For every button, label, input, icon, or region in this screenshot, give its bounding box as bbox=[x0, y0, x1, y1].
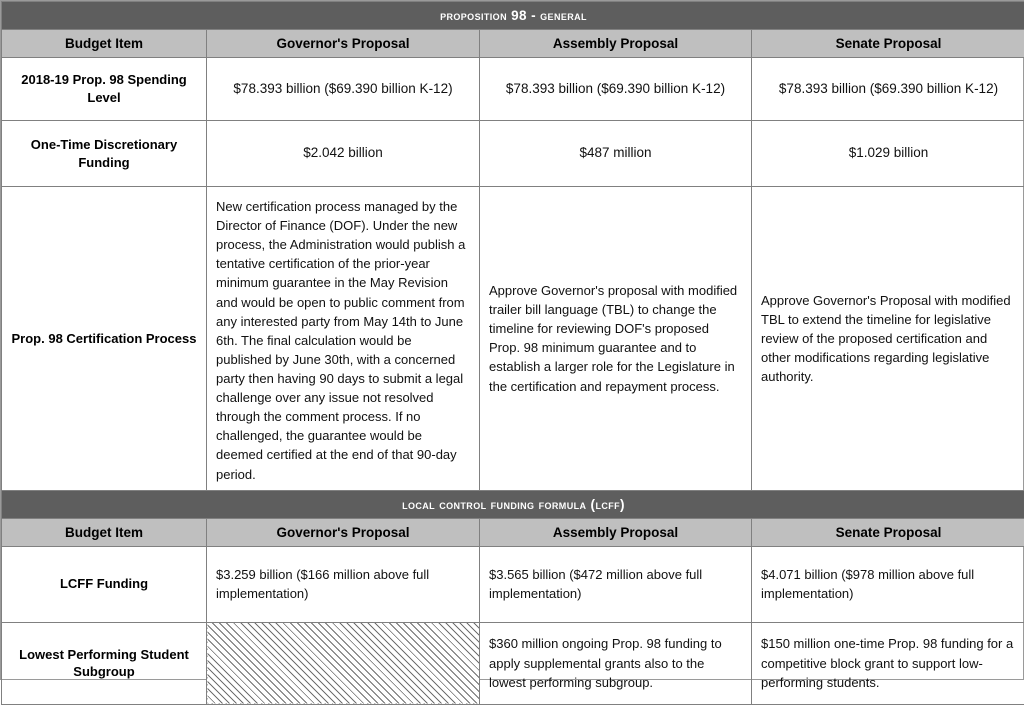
section-banner-row-lcff bbox=[2, 490, 1024, 518]
table-row bbox=[2, 546, 1024, 622]
cell-spending-level-assembly: $78.393 billion ($69.390 billion K-12) bbox=[480, 58, 752, 121]
cell-one-time-funding-assembly: $487 million bbox=[480, 121, 752, 187]
table-row bbox=[2, 58, 1024, 121]
cell-lowest-performing-senate: $150 million one-time Prop. 98 funding for a competitive block grant to support low-performing students. bbox=[752, 622, 1024, 704]
table-row bbox=[2, 121, 1024, 187]
cell-lcff-funding-assembly: $3.565 billion ($472 million above full implementation) bbox=[480, 546, 752, 622]
column-header-budget-item: Budget Item bbox=[2, 30, 207, 58]
column-header-assembly-proposal-lcff: Assembly Proposal bbox=[480, 518, 752, 546]
section-banner-general: proposition 98 - general bbox=[2, 2, 1024, 30]
row-label-spending-level: 2018-19 Prop. 98 Spending Level bbox=[2, 58, 207, 121]
cell-one-time-funding-senate: $1.029 billion bbox=[752, 121, 1024, 187]
column-header-governors-proposal-lcff: Governor's Proposal bbox=[207, 518, 480, 546]
column-header-senate-proposal-lcff: Senate Proposal bbox=[752, 518, 1024, 546]
section-banner-row-general bbox=[2, 2, 1024, 30]
cell-one-time-funding-governor: $2.042 billion bbox=[207, 121, 480, 187]
column-header-assembly-proposal: Assembly Proposal bbox=[480, 30, 752, 58]
row-label-one-time-discretionary-funding: One-Time Discretionary Funding bbox=[2, 121, 207, 187]
column-header-budget-item-lcff: Budget Item bbox=[2, 518, 207, 546]
cell-lowest-performing-governor-not-applicable bbox=[207, 622, 480, 704]
cell-lowest-performing-assembly: $360 million ongoing Prop. 98 funding to apply supplemental grants also to the lowest performing subgroup. bbox=[480, 622, 752, 704]
column-header-row-lcff bbox=[2, 518, 1024, 546]
cell-lcff-funding-governor: $3.259 billion ($166 million above full implementation) bbox=[207, 546, 480, 622]
cell-certification-governor: New certification process managed by the Director of Finance (DOF). Under the new process, the Administration would publish a tentative certification of the prior-year minimum guarantee in the May Revision and would be open to public comment from any interested party from May 14th to June 6th. The final calculation would be published by June 30th, with a concerned party then having 90 days to submit a legal challenge over any issue not resolved through the comment process. If no challenged, the guarantee would be deemed certified at the end of that 90-day period. bbox=[207, 187, 480, 491]
column-header-senate-proposal: Senate Proposal bbox=[752, 30, 1024, 58]
column-header-governors-proposal: Governor's Proposal bbox=[207, 30, 480, 58]
column-header-row-general bbox=[2, 30, 1024, 58]
table-row bbox=[2, 187, 1024, 491]
section-banner-lcff: local control funding formula (lcff) bbox=[2, 490, 1024, 518]
row-label-lowest-performing-subgroup: Lowest Performing Student Subgroup bbox=[2, 622, 207, 704]
row-label-certification-process: Prop. 98 Certification Process bbox=[2, 187, 207, 491]
cell-spending-level-governor: $78.393 billion ($69.390 billion K-12) bbox=[207, 58, 480, 121]
table-row bbox=[2, 622, 1024, 704]
cell-spending-level-senate: $78.393 billion ($69.390 billion K-12) bbox=[752, 58, 1024, 121]
row-label-lcff-funding: LCFF Funding bbox=[2, 546, 207, 622]
cell-certification-senate: Approve Governor's Proposal with modified TBL to extend the timeline for legislative review of the proposed certification and other modifications regarding legislative authority. bbox=[752, 187, 1024, 491]
cell-certification-assembly: Approve Governor's proposal with modified trailer bill language (TBL) to change the timeline for reviewing DOF's proposed Prop. 98 minimum guarantee and to establish a larger role for the Legislature in the certification and repayment process. bbox=[480, 187, 752, 491]
cell-lcff-funding-senate: $4.071 billion ($978 million above full implementation) bbox=[752, 546, 1024, 622]
budget-comparison-table bbox=[1, 1, 1024, 705]
